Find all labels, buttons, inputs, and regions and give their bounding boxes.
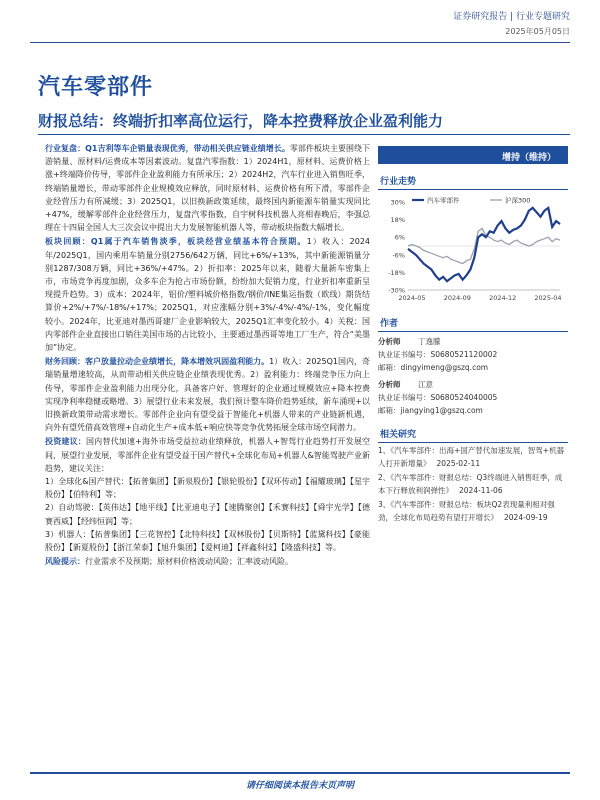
- paragraph-finance: [45, 355, 370, 434]
- paragraph-lead: 风险提示：: [45, 557, 85, 567]
- footer-divider: [30, 772, 570, 774]
- paragraph-lead: 投资建议：: [45, 437, 86, 447]
- role-label: 分析师: [378, 337, 401, 346]
- headline-divider: [38, 134, 570, 135]
- paragraph-lead: 财务回顾：客户放量拉动企业绩增长，降本增效巩固盈利能力。: [45, 357, 270, 367]
- analyst-2: [378, 378, 568, 417]
- paragraph-body: 1）收入：2024年/2025Q1，国内乘用车销量分别2756/642万辆，同比+6%/+13%，其中新能源销量分别1287/308万辆，同比+36%/+47%。2）折扣率：2025年以来，随着大量新车密集上市，市场竞争再度加剧，众多车企为抢占市场份额，纷纷加大促销力度，行业折扣率重新呈现提升趋势。3）成本：2024年，铝价/塑料城价格指数/钢价/INE集运指数（欧线）期货结算价+2%/+7%/-18%/+17%；2025Q1，对应涨幅分别+3%/-4%/-4%/-1%，变化幅度较小。2024年，比亚迪对墨西哥建厂企业影响较大，2025Q1汇率变化较小。4）关税：国内零部件企业直接出口销往美国市场的占比较小，主要通过墨西哥等地工厂生产，符合“美墨加”协定。: [45, 237, 370, 353]
- cert-row: [378, 391, 568, 404]
- related-text: 2、《汽车零部件：财报总结：Q3终端进入销售旺季，成本下行释放利润弹性》: [378, 473, 563, 495]
- rating-badge: 增持（维持）: [378, 146, 568, 164]
- related-date: 2024-11-06: [459, 485, 503, 495]
- analyst-name-row: [378, 378, 568, 391]
- y-tick-label: 6%: [394, 233, 405, 242]
- paragraph-body: 零部件板块主要围绕下游销量、原材料/运费成本等因素波动。复盘汽零指数：1）2024H1，原材料、运费价格上涨+终端降价传导，零部件企业盈利能力有所承压；2）2024H2，汽车行业进入销售旺季，终端销量增长，带动零部件企业规模效应释放，同时原材料、运费价格有所下滑，零部件企业经营压力有所减缓；3）2025Q1，以旧换新政策延续，最终国内新能源车销量实现同比+47%，缓解零部件企业经营压力，复盘汽零指数，自宇树科技机器人亮相春晚后，李强总理在十四届全国人大三次会议中提出大力发展智能机器人等，带动板块指数大幅增长。: [45, 144, 371, 233]
- paragraph-review: [45, 142, 370, 234]
- related-text: 1、《汽车零部件：出海+国产替代加速发展，智驾+机器人打开新增量》: [378, 446, 565, 468]
- cert-value: S0680524040005: [430, 393, 498, 402]
- y-tick-label: -30%: [388, 286, 405, 295]
- email-label: 邮箱：: [378, 406, 401, 415]
- sector-title: 汽车零部件: [38, 75, 154, 100]
- analyst-name: 江意: [418, 380, 433, 389]
- related-item[interactable]: [378, 472, 568, 497]
- main-body: [45, 142, 370, 570]
- analyst-name: 丁逸朦: [418, 337, 441, 346]
- paragraph-sector: [45, 235, 370, 354]
- x-tick-label: 2024-12: [489, 294, 517, 302]
- analyst-name-row: [378, 335, 568, 348]
- footer-disclaimer: 请仔细阅读本报告末页声明: [245, 781, 354, 791]
- series-line: [408, 208, 560, 281]
- paragraph-lead: 行业复盘：Q1吉利等车企销量表现优秀，带动相关供应链业绩增长。: [45, 144, 290, 153]
- paragraph-risk: [45, 555, 370, 568]
- analysts-title: 作者: [378, 314, 568, 332]
- x-tick-label: 2025-04: [534, 294, 562, 302]
- related-item[interactable]: [378, 499, 568, 524]
- role-label: 分析师: [378, 380, 401, 389]
- header-divider: [30, 42, 570, 43]
- paragraph-lead: 板块回顾：Q1属于汽车销售淡季，板块经营业绩基本符合预期。: [45, 237, 307, 247]
- paragraph-body: 国内替代加速+海外市场受益拉动业绩释放，机器人+智驾行业趋势打开发展空间，展望行业发展，零部件企业有望受益于国产替代+全球化布局+机器人&智能驾驶产业新趋势，建议关注： 1）全球化&国产替代：【拓普集团】【新泉股份】【银轮股份】【双环传动】【福耀玻璃】【星宇股份】【伯特利】等； 2）自动驾驶：【英伟达】【地平线】【比亚迪电子】【速腾聚创】【禾赛科技】【舜宇光学】【德赛西威】【经纬恒润】等； 3）机器人：【拓普集团】【三花智控】【北特科技】【双林股份】【贝斯特】【蓝黛科技】【豪能股份】【新夏股份】【浙江荣泰】【旭升集团】【爱柯迪】【祥鑫科技】【隆盛科技】等。: [45, 437, 371, 553]
- paragraph-body: 1）收入：2025Q1国内，奇瑞销量增速较高，从而带动相关供应链企业绩表现优秀。2）盈利能力：终端竞争压力向上传导，零部件企业盈利能力出现分化，具备客户好、管理好的企业通过规模效应+降本控费实现净利率稳健或略增。3）展望行业未来发展，我们预计整车降价趋势延续，新车涌现+以旧换新政策带动需求增长。零部件企业向有望受益于智能化+机器人带来的产业链新机遇，向外有望凭借高效管理+自动化生产+成本低+响应快等竞争优势拓展全球市场空间潜力。: [45, 357, 370, 433]
- report-headline: 财报总结：终端折扣率高位运行，降本控费释放企业盈利能力: [38, 112, 444, 130]
- report-type: 证券研究报告 | 行业专题研究: [453, 12, 570, 22]
- trend-chart-svg: [378, 194, 568, 306]
- trend-chart: [378, 194, 568, 306]
- related-date: 2025-02-11: [436, 458, 481, 468]
- related-date: 2024-09-19: [504, 512, 548, 522]
- email-label: 邮箱：: [378, 363, 401, 372]
- email-row: [378, 361, 568, 374]
- email-row: [378, 404, 568, 417]
- trend-title: 行业走势: [378, 172, 568, 190]
- related-item[interactable]: [378, 445, 568, 470]
- y-tick-label: 30%: [390, 198, 405, 207]
- paragraph-investment: [45, 435, 370, 554]
- y-tick-label: -6%: [392, 251, 405, 260]
- related-text: 3、《汽车零部件：财报总结：板块Q2表现量利相对强劲，全球化布局趋势有望打开增长》: [378, 500, 555, 522]
- cert-value: S0680521120002: [430, 350, 498, 359]
- legend-label: 沪深300: [505, 196, 531, 205]
- email-link[interactable]: jiangying1@gszq.com: [400, 406, 483, 415]
- report-date: 2025年05月05日: [505, 27, 570, 36]
- sidebar: [378, 146, 568, 524]
- y-tick-label: -18%: [388, 268, 405, 277]
- cert-label: 执业证书编号：: [378, 350, 431, 359]
- x-tick-label: 2024-09: [443, 294, 471, 302]
- y-tick-label: 18%: [390, 216, 405, 225]
- cert-label: 执业证书编号：: [378, 393, 431, 402]
- paragraph-body: 行业需求不及预期；原材料价格波动风险；汇率波动风险。: [85, 557, 293, 567]
- related-title: 相关研究: [378, 425, 568, 443]
- legend-label: 汽车零部件: [427, 196, 460, 205]
- email-link[interactable]: dingyimeng@gszq.com: [400, 363, 489, 372]
- cert-row: [378, 348, 568, 361]
- x-tick-label: 2024-05: [398, 294, 426, 302]
- analyst-1: [378, 335, 568, 374]
